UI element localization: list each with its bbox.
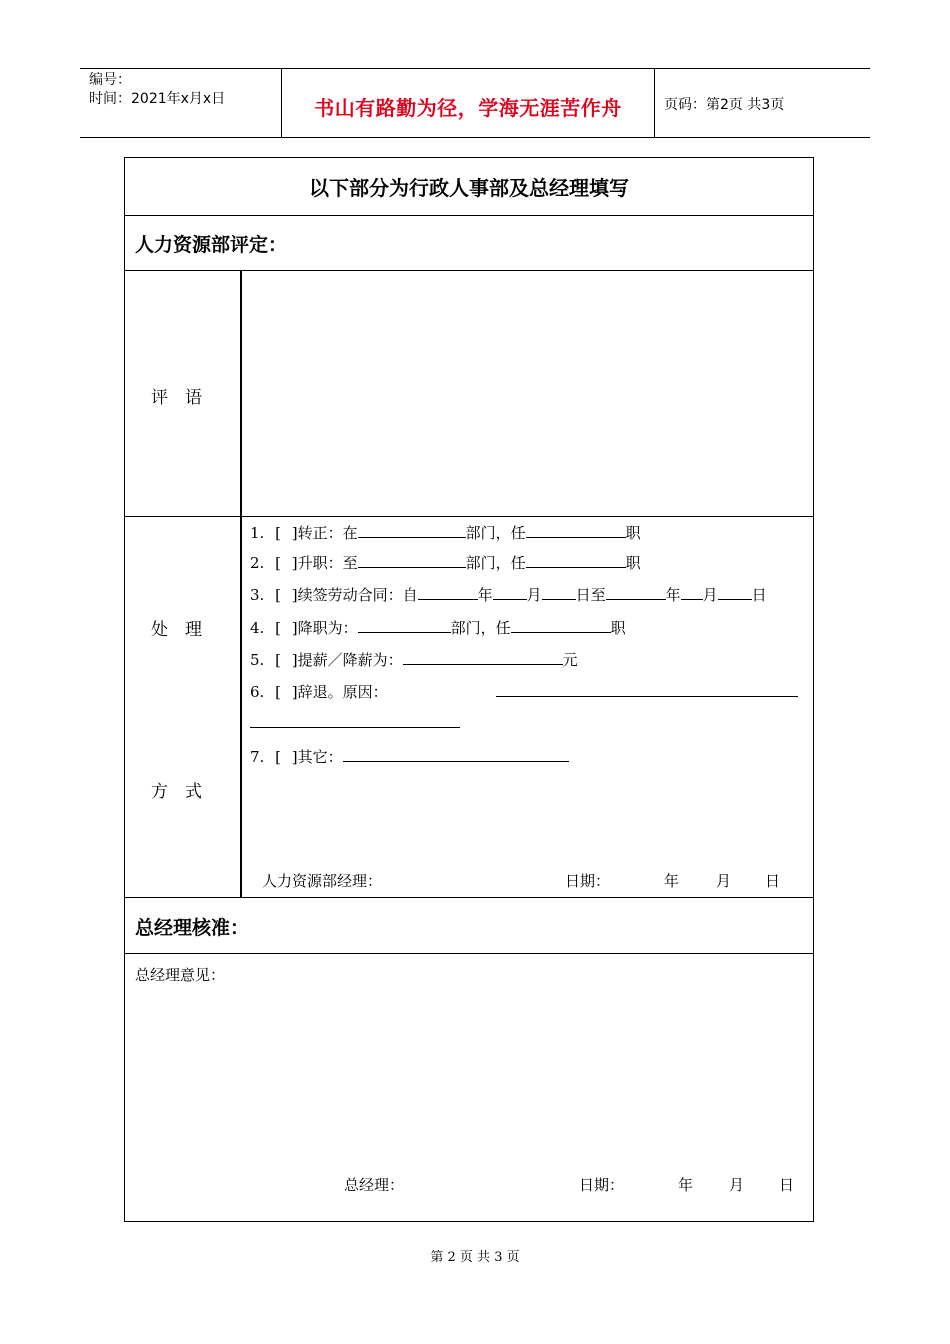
gm-day-label: 日 [779, 1176, 795, 1194]
option-text: 职 [625, 524, 641, 542]
day-blank[interactable] [542, 585, 576, 600]
option-text: 月 [526, 586, 542, 604]
option-demotion [250, 617, 626, 638]
checkbox-bracket[interactable]: [ [275, 651, 281, 669]
gm-sign-label: 总经理： [344, 1176, 405, 1194]
process-label-top [151, 615, 202, 640]
option-text: 部门，任 [465, 524, 526, 542]
comment-input-area[interactable] [242, 271, 813, 516]
comment-label-char-2: 语 [185, 388, 202, 408]
option-text: 年 [477, 586, 493, 604]
option-text: 年 [665, 586, 681, 604]
month-blank[interactable] [493, 585, 527, 600]
option-number: 7. [250, 748, 265, 766]
option-text: 日至 [575, 586, 606, 604]
process-row [125, 517, 813, 898]
option-text: 职 [625, 554, 641, 572]
process-label-bottom [151, 777, 202, 802]
hr-month-label: 月 [716, 872, 732, 890]
checkbox-bracket[interactable]: [ [275, 748, 281, 766]
checkbox-bracket[interactable]: [ [275, 524, 281, 542]
option-number: 4. [250, 619, 265, 637]
option-label: ]降职为： [291, 619, 358, 637]
option-label: ]升职：至 [291, 554, 358, 572]
option-label: ]续签劳动合同：自 [291, 586, 418, 604]
form-title-row [125, 158, 813, 216]
evaluation-form [124, 157, 814, 1222]
process-label-char-3: 方 [151, 782, 168, 802]
gm-year-label: 年 [678, 1176, 694, 1194]
position-blank[interactable] [526, 553, 626, 568]
option-promotion [250, 552, 641, 573]
option-renew-contract [250, 584, 767, 605]
department-blank[interactable] [358, 523, 466, 538]
year-blank[interactable] [418, 585, 478, 600]
checkbox-bracket[interactable]: [ [275, 683, 281, 701]
option-text: 职 [610, 619, 626, 637]
gm-opinion-label: 总经理意见： [135, 966, 226, 984]
option-number: 1. [250, 524, 265, 542]
option-label: ]辞退。原因： [291, 683, 388, 701]
process-label-char-4: 式 [185, 782, 202, 802]
option-dismissal [250, 681, 798, 702]
gm-opinion-area[interactable] [125, 986, 813, 1166]
gm-section-heading: 总经理核准： [135, 917, 250, 939]
month-blank[interactable] [681, 585, 703, 600]
option-text: 元 [562, 651, 578, 669]
option-label: ]转正：在 [291, 524, 358, 542]
gm-date-label: 日期： [579, 1176, 625, 1194]
option-number: 2. [250, 554, 265, 572]
comment-label [151, 383, 202, 408]
option-text: 月 [702, 586, 718, 604]
other-blank[interactable] [343, 747, 569, 762]
code-label: 编号： [89, 72, 131, 88]
process-options [242, 517, 813, 897]
option-confirm [250, 522, 641, 543]
process-label-cell [125, 517, 242, 897]
year-blank[interactable] [606, 585, 666, 600]
department-blank[interactable] [358, 553, 466, 568]
option-number: 6. [250, 683, 265, 701]
day-blank[interactable] [718, 585, 752, 600]
form-title: 以下部分为行政人事部及总经理填写 [309, 176, 629, 200]
page-info: 页码：第2页 共3页 [664, 97, 785, 113]
hr-year-label: 年 [664, 872, 680, 890]
hr-section-heading: 人力资源部评定： [135, 234, 288, 256]
time-line: 时间：2021年x月x日 [89, 91, 226, 107]
option-text: 日 [751, 586, 767, 604]
hr-manager-label: 人力资源部经理： [262, 872, 383, 890]
option-dismissal-continued [250, 713, 460, 732]
option-text: 部门，任 [450, 619, 511, 637]
motto-text: 书山有路勤为径，学海无涯苦作舟 [314, 96, 622, 120]
header-motto-cell [281, 69, 655, 137]
position-blank[interactable] [511, 618, 611, 633]
hr-date-label: 日期： [565, 872, 611, 890]
header-meta [80, 69, 281, 137]
gm-section-row [125, 898, 813, 954]
page-footer: 第 2 页 共 3 页 [430, 1250, 520, 1265]
option-label: ]其它： [291, 748, 343, 766]
comment-row [125, 271, 813, 517]
reason-blank[interactable] [496, 682, 798, 697]
hr-section-row [125, 215, 813, 271]
header-page-cell [654, 69, 870, 137]
comment-label-cell [125, 271, 242, 516]
page-header [80, 68, 870, 138]
position-blank[interactable] [526, 523, 626, 538]
department-blank[interactable] [358, 618, 451, 633]
option-number: 3. [250, 586, 265, 604]
checkbox-bracket[interactable]: [ [275, 619, 281, 637]
option-label: ]提薪／降薪为： [291, 651, 403, 669]
gm-month-label: 月 [729, 1176, 745, 1194]
reason-blank-line-2[interactable] [250, 713, 460, 728]
comment-label-char-1: 评 [151, 388, 168, 408]
checkbox-bracket[interactable]: [ [275, 554, 281, 572]
salary-blank[interactable] [403, 650, 563, 665]
option-number: 5. [250, 651, 265, 669]
option-other [250, 746, 569, 767]
process-label-char-1: 处 [151, 620, 168, 640]
process-label-char-2: 理 [185, 620, 202, 640]
hr-day-label: 日 [765, 872, 781, 890]
option-salary-change [250, 649, 578, 670]
option-text: 部门，任 [465, 554, 526, 572]
checkbox-bracket[interactable]: [ [275, 586, 281, 604]
